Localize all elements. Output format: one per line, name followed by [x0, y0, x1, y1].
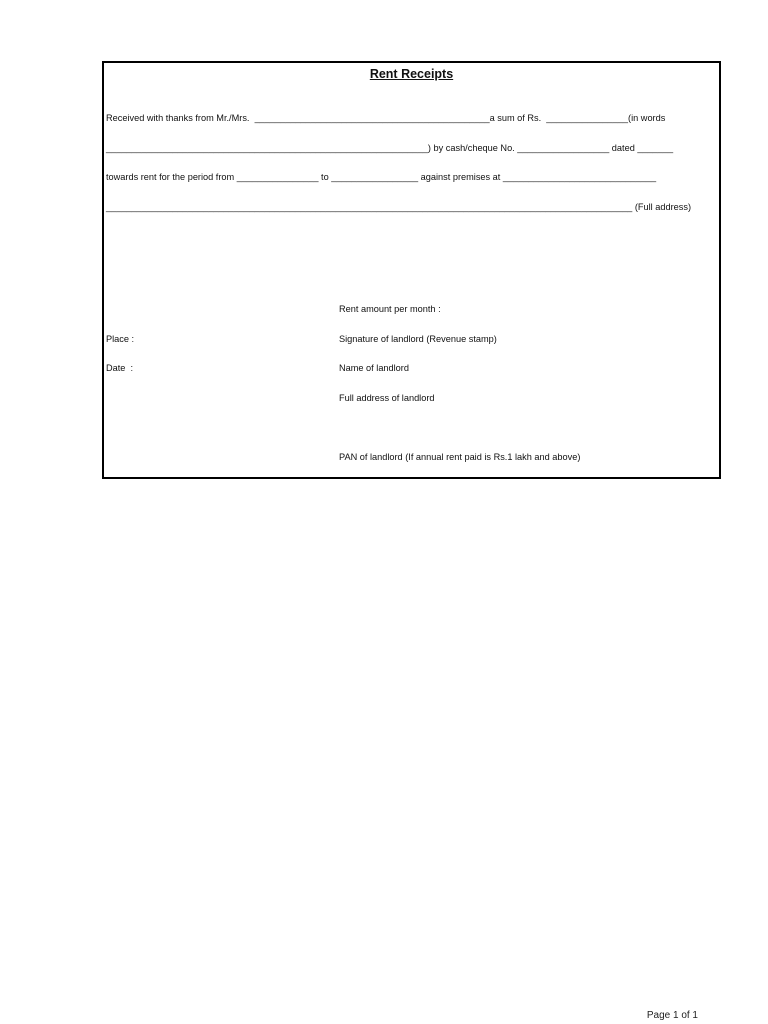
full-address-line: _______________________________________________________________________________________________________ (Full address) [106, 202, 692, 212]
payment-method-line: _______________________________________________________________) by cash/cheque No. __________________ dated _______ [106, 143, 674, 153]
landlord-name-label: Name of landlord [339, 363, 409, 373]
landlord-address-label: Full address of landlord [339, 393, 435, 403]
receipt-title: Rent Receipts [369, 67, 454, 81]
place-label: Place : [106, 334, 135, 344]
rent-receipt-form [102, 61, 721, 479]
rent-period-line: towards rent for the period from ________________ to _________________ against premises at ______________________________ [106, 172, 657, 182]
page-number: Page 1 of 1 [646, 1010, 698, 1021]
received-from-line: Received with thanks from Mr./Mrs. ______________________________________________a sum of Rs. ________________(in words [106, 113, 666, 123]
rent-amount-label: Rent amount per month : [339, 304, 441, 314]
date-label: Date : [106, 363, 134, 373]
signature-label: Signature of landlord (Revenue stamp) [339, 334, 497, 344]
landlord-pan-label: PAN of landlord (If annual rent paid is Rs.1 lakh and above) [339, 452, 581, 462]
